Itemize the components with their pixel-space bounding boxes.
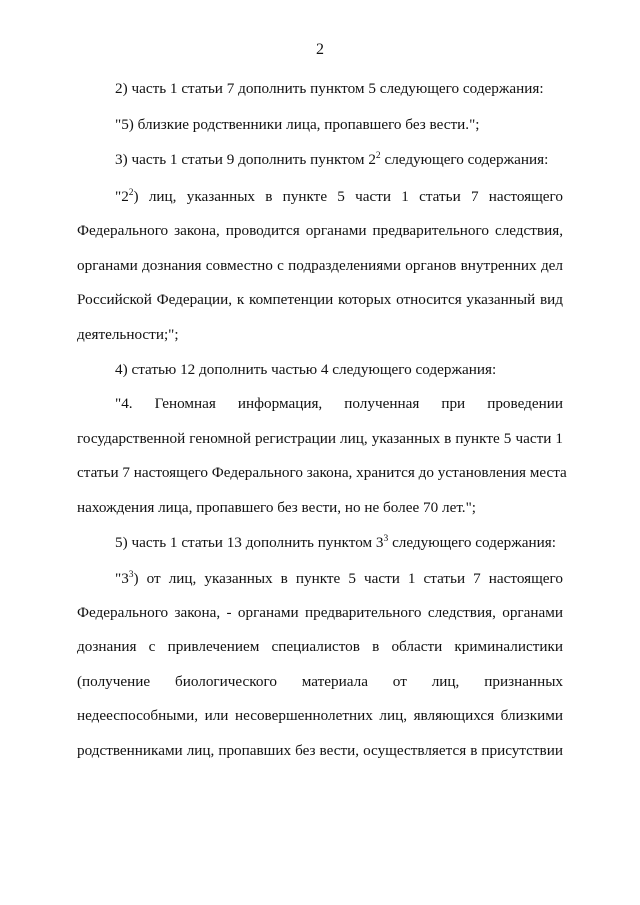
quoted-text-item-5: "5) близкие родственники лица, пропавшего без вести."; (115, 116, 480, 133)
text-line: Федерального закона, проводится органами предварительного следствия, (77, 222, 563, 239)
text-line: государственной геномной регистрации лиц, указанных в пункте 5 части 1 (77, 430, 563, 447)
paragraph-item-2: 2) часть 1 статьи 7 дополнить пунктом 5 следующего содержания: (115, 80, 544, 97)
text-line: нахождения лица, пропавшего без вести, но не более 70 лет."; (77, 499, 477, 516)
text-line: недееспособными, или несовершеннолетних лиц, являющихся близкими (77, 707, 563, 724)
paragraph-item-5 (115, 533, 563, 553)
superscript: 3 (128, 570, 134, 580)
text-fragment: 3) часть 1 статьи 9 дополнить пунктом 2 (115, 151, 376, 168)
superscript: 2 (375, 151, 381, 161)
page-number: 2 (316, 41, 324, 58)
text-line: органами дознания совместно с подразделениями органов внутренних дел (77, 257, 563, 274)
text-line: Российской Федерации, к компетенции которых относится указанный вид (77, 291, 563, 308)
text-fragment: "2 (115, 188, 129, 205)
text-fragment: ) лиц, указанных в пункте 5 части 1 статьи 7 настоящего (133, 188, 563, 205)
quoted-text-part-4-line-1: "4. Геномная информация, полученная при проведении (115, 395, 563, 412)
text-line: (получение биологического материала от лиц, признанных (77, 673, 563, 690)
text-fragment: 5) часть 1 статьи 13 дополнить пунктом 3 (115, 534, 384, 551)
paragraph-item-3 (115, 150, 563, 170)
text-line: статьи 7 настоящего Федерального закона, хранится до установления места (77, 464, 567, 481)
text-fragment: следующего содержания: (380, 151, 549, 168)
text-line: деятельности;"; (77, 326, 179, 343)
text-line: родственниками лиц, пропавших без вести, осуществляется в присутствии (77, 742, 563, 759)
text-fragment: следующего содержания: (388, 534, 556, 551)
quoted-text-item-3-3-line-1 (115, 569, 563, 589)
paragraph-item-4: 4) статью 12 дополнить частью 4 следующего содержания: (115, 361, 497, 378)
text-line: дознания с привлечением специалистов в области криминалистики (77, 638, 563, 655)
superscript: 2 (128, 188, 134, 198)
text-fragment: "3 (115, 570, 129, 587)
text-line: Федерального закона, - органами предварительного следствия, органами (77, 604, 563, 621)
text-fragment: ) от лиц, указанных в пункте 5 части 1 статьи 7 настоящего (133, 570, 563, 587)
superscript: 3 (383, 534, 389, 544)
quoted-text-item-2-2-line-1 (115, 187, 563, 207)
